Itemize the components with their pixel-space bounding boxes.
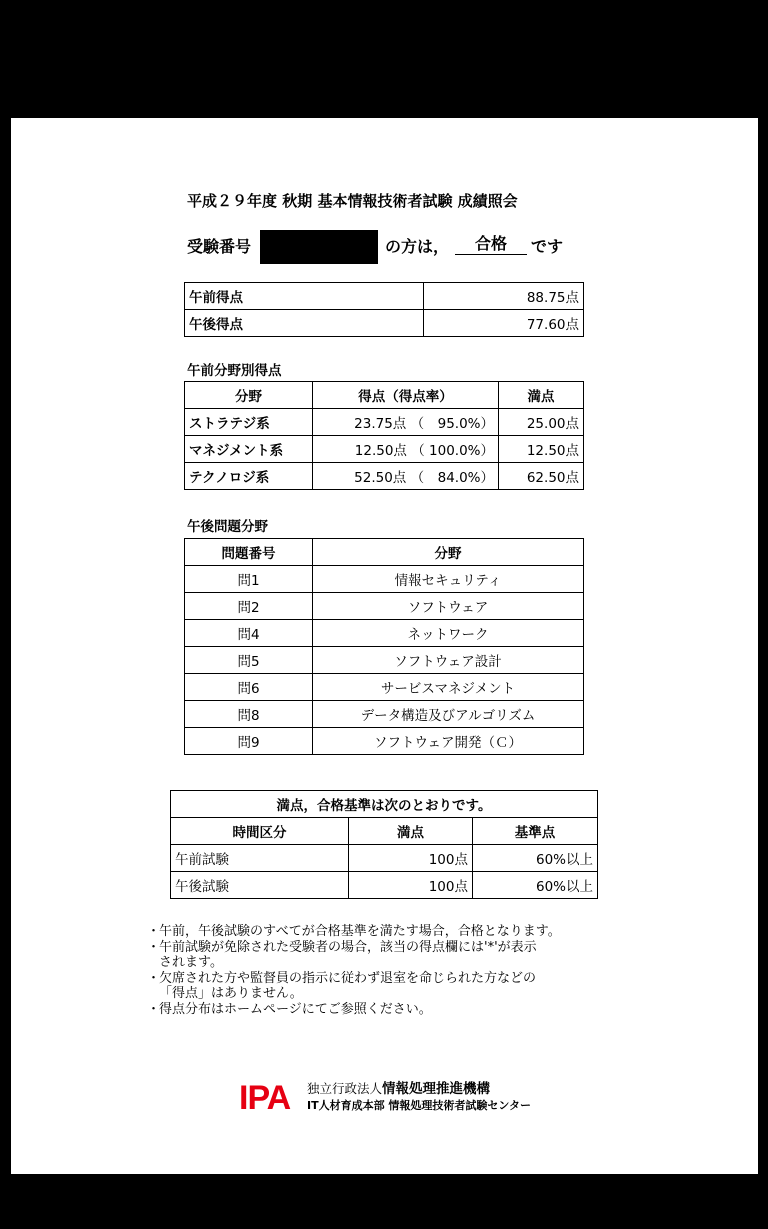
column-header: 時間区分	[171, 818, 349, 845]
table-caption-row	[171, 791, 598, 818]
question-number: 問5	[185, 647, 313, 674]
bullet: ・	[147, 939, 161, 955]
table-header-row	[185, 382, 584, 409]
note-item	[147, 940, 561, 956]
exam-number-label: 受験番号	[187, 237, 252, 256]
table-row	[185, 463, 584, 490]
field-name: テクノロジ系	[185, 463, 313, 490]
note-item-continued	[147, 955, 561, 971]
score-points: 12.50点	[354, 443, 407, 459]
column-header: 分野	[185, 382, 313, 409]
period-threshold: 60%以上	[473, 845, 598, 872]
score-points: 52.50点	[354, 470, 407, 486]
column-header: 基準点	[473, 818, 598, 845]
field-max: 62.50点	[499, 463, 584, 490]
column-header: 分野	[313, 539, 584, 566]
question-number: 問1	[185, 566, 313, 593]
notes	[147, 924, 561, 1017]
period-max: 100点	[349, 872, 473, 899]
table-row	[185, 620, 584, 647]
note-text: 午前，午後試験のすべてが合格基準を満たす場合，合格となります。	[159, 924, 561, 939]
bullet: ・	[147, 970, 161, 986]
bullet: ・	[147, 1001, 161, 1017]
question-number: 問9	[185, 728, 313, 755]
pm-section-title: 午後問題分野	[187, 519, 268, 535]
field-score	[313, 436, 499, 463]
table-row	[185, 566, 584, 593]
table-row	[185, 310, 584, 337]
note-item-continued	[147, 986, 561, 1002]
result-document	[11, 118, 758, 1174]
ipa-logo-mark: IPA	[239, 1079, 291, 1117]
field-score	[313, 463, 499, 490]
question-field: ソフトウェア	[313, 593, 584, 620]
question-field: データ構造及びアルゴリズム	[313, 701, 584, 728]
question-number: 問4	[185, 620, 313, 647]
org-line	[307, 1080, 531, 1098]
field-max: 12.50点	[499, 436, 584, 463]
table-header-row	[171, 818, 598, 845]
score-rate: （ 84.0%）	[410, 470, 494, 486]
question-number: 問6	[185, 674, 313, 701]
note-text: 得点分布はホームページにてご参照ください。	[159, 1001, 432, 1017]
redacted-exam-number	[260, 230, 378, 264]
question-field: ネットワーク	[313, 620, 584, 647]
table-row	[185, 728, 584, 755]
score-label: 午後得点	[185, 310, 424, 337]
table-row	[185, 593, 584, 620]
pm-question-table	[184, 538, 584, 755]
column-header: 問題番号	[185, 539, 313, 566]
bullet: ・	[147, 924, 161, 939]
question-field: 情報セキュリティ	[313, 566, 584, 593]
score-label: 午前得点	[185, 283, 424, 310]
question-field: ソフトウェア設計	[313, 647, 584, 674]
score-value: 88.75点	[424, 283, 584, 310]
field-max: 25.00点	[499, 409, 584, 436]
table-row	[185, 283, 584, 310]
period-threshold: 60%以上	[473, 872, 598, 899]
table-row	[185, 647, 584, 674]
dept-line: IT人材育成本部 情報処理技術者試験センター	[307, 1099, 531, 1112]
note-text: 欠席された方や監督員の指示に従わず退室を命じられた方などの	[159, 970, 537, 986]
question-number: 問2	[185, 593, 313, 620]
org-name: 情報処理推進機構	[382, 1081, 491, 1097]
table-row	[185, 409, 584, 436]
table-row	[185, 436, 584, 463]
total-score-table	[184, 282, 584, 337]
table-row	[185, 674, 584, 701]
am-field-table	[184, 381, 584, 490]
question-number: 問8	[185, 701, 313, 728]
score-points: 23.75点	[354, 416, 407, 432]
pass-result: 合格	[455, 234, 527, 255]
criteria-table	[170, 790, 598, 899]
column-header: 得点（得点率）	[313, 382, 499, 409]
column-header: 満点	[499, 382, 584, 409]
period-label: 午後試験	[171, 872, 349, 899]
question-field: ソフトウェア開発（Ｃ）	[313, 728, 584, 755]
field-name: ストラテジ系	[185, 409, 313, 436]
note-item	[147, 924, 561, 940]
period-label: 午前試験	[171, 845, 349, 872]
pass-statement-tail: です	[531, 237, 564, 256]
score-value: 77.60点	[424, 310, 584, 337]
note-item	[147, 971, 561, 987]
criteria-caption: 満点，合格基準は次のとおりです。	[171, 791, 598, 818]
page-title: 平成２９年度 秋期 基本情報技術者試験 成績照会	[187, 192, 518, 210]
column-header: 満点	[349, 818, 473, 845]
question-field: サービスマネジメント	[313, 674, 584, 701]
note-text: されます。	[159, 955, 223, 970]
note-text: 「得点」はありません。	[159, 986, 303, 1001]
score-rate: （ 95.0%）	[410, 416, 494, 432]
table-row	[171, 845, 598, 872]
score-rate: （ 100.0%）	[411, 443, 494, 459]
table-row	[185, 701, 584, 728]
org-prefix: 独立行政法人	[307, 1081, 383, 1096]
field-score	[313, 409, 499, 436]
note-text: 午前試験が免除された受験者の場合，該当の得点欄には'*'が表示	[159, 939, 537, 955]
period-max: 100点	[349, 845, 473, 872]
ipa-logo-text	[307, 1080, 531, 1114]
pass-statement-mid: の方は，	[385, 237, 450, 256]
note-item	[147, 1002, 561, 1018]
table-row	[171, 872, 598, 899]
table-header-row	[185, 539, 584, 566]
am-section-title: 午前分野別得点	[187, 363, 282, 379]
field-name: マネジメント系	[185, 436, 313, 463]
